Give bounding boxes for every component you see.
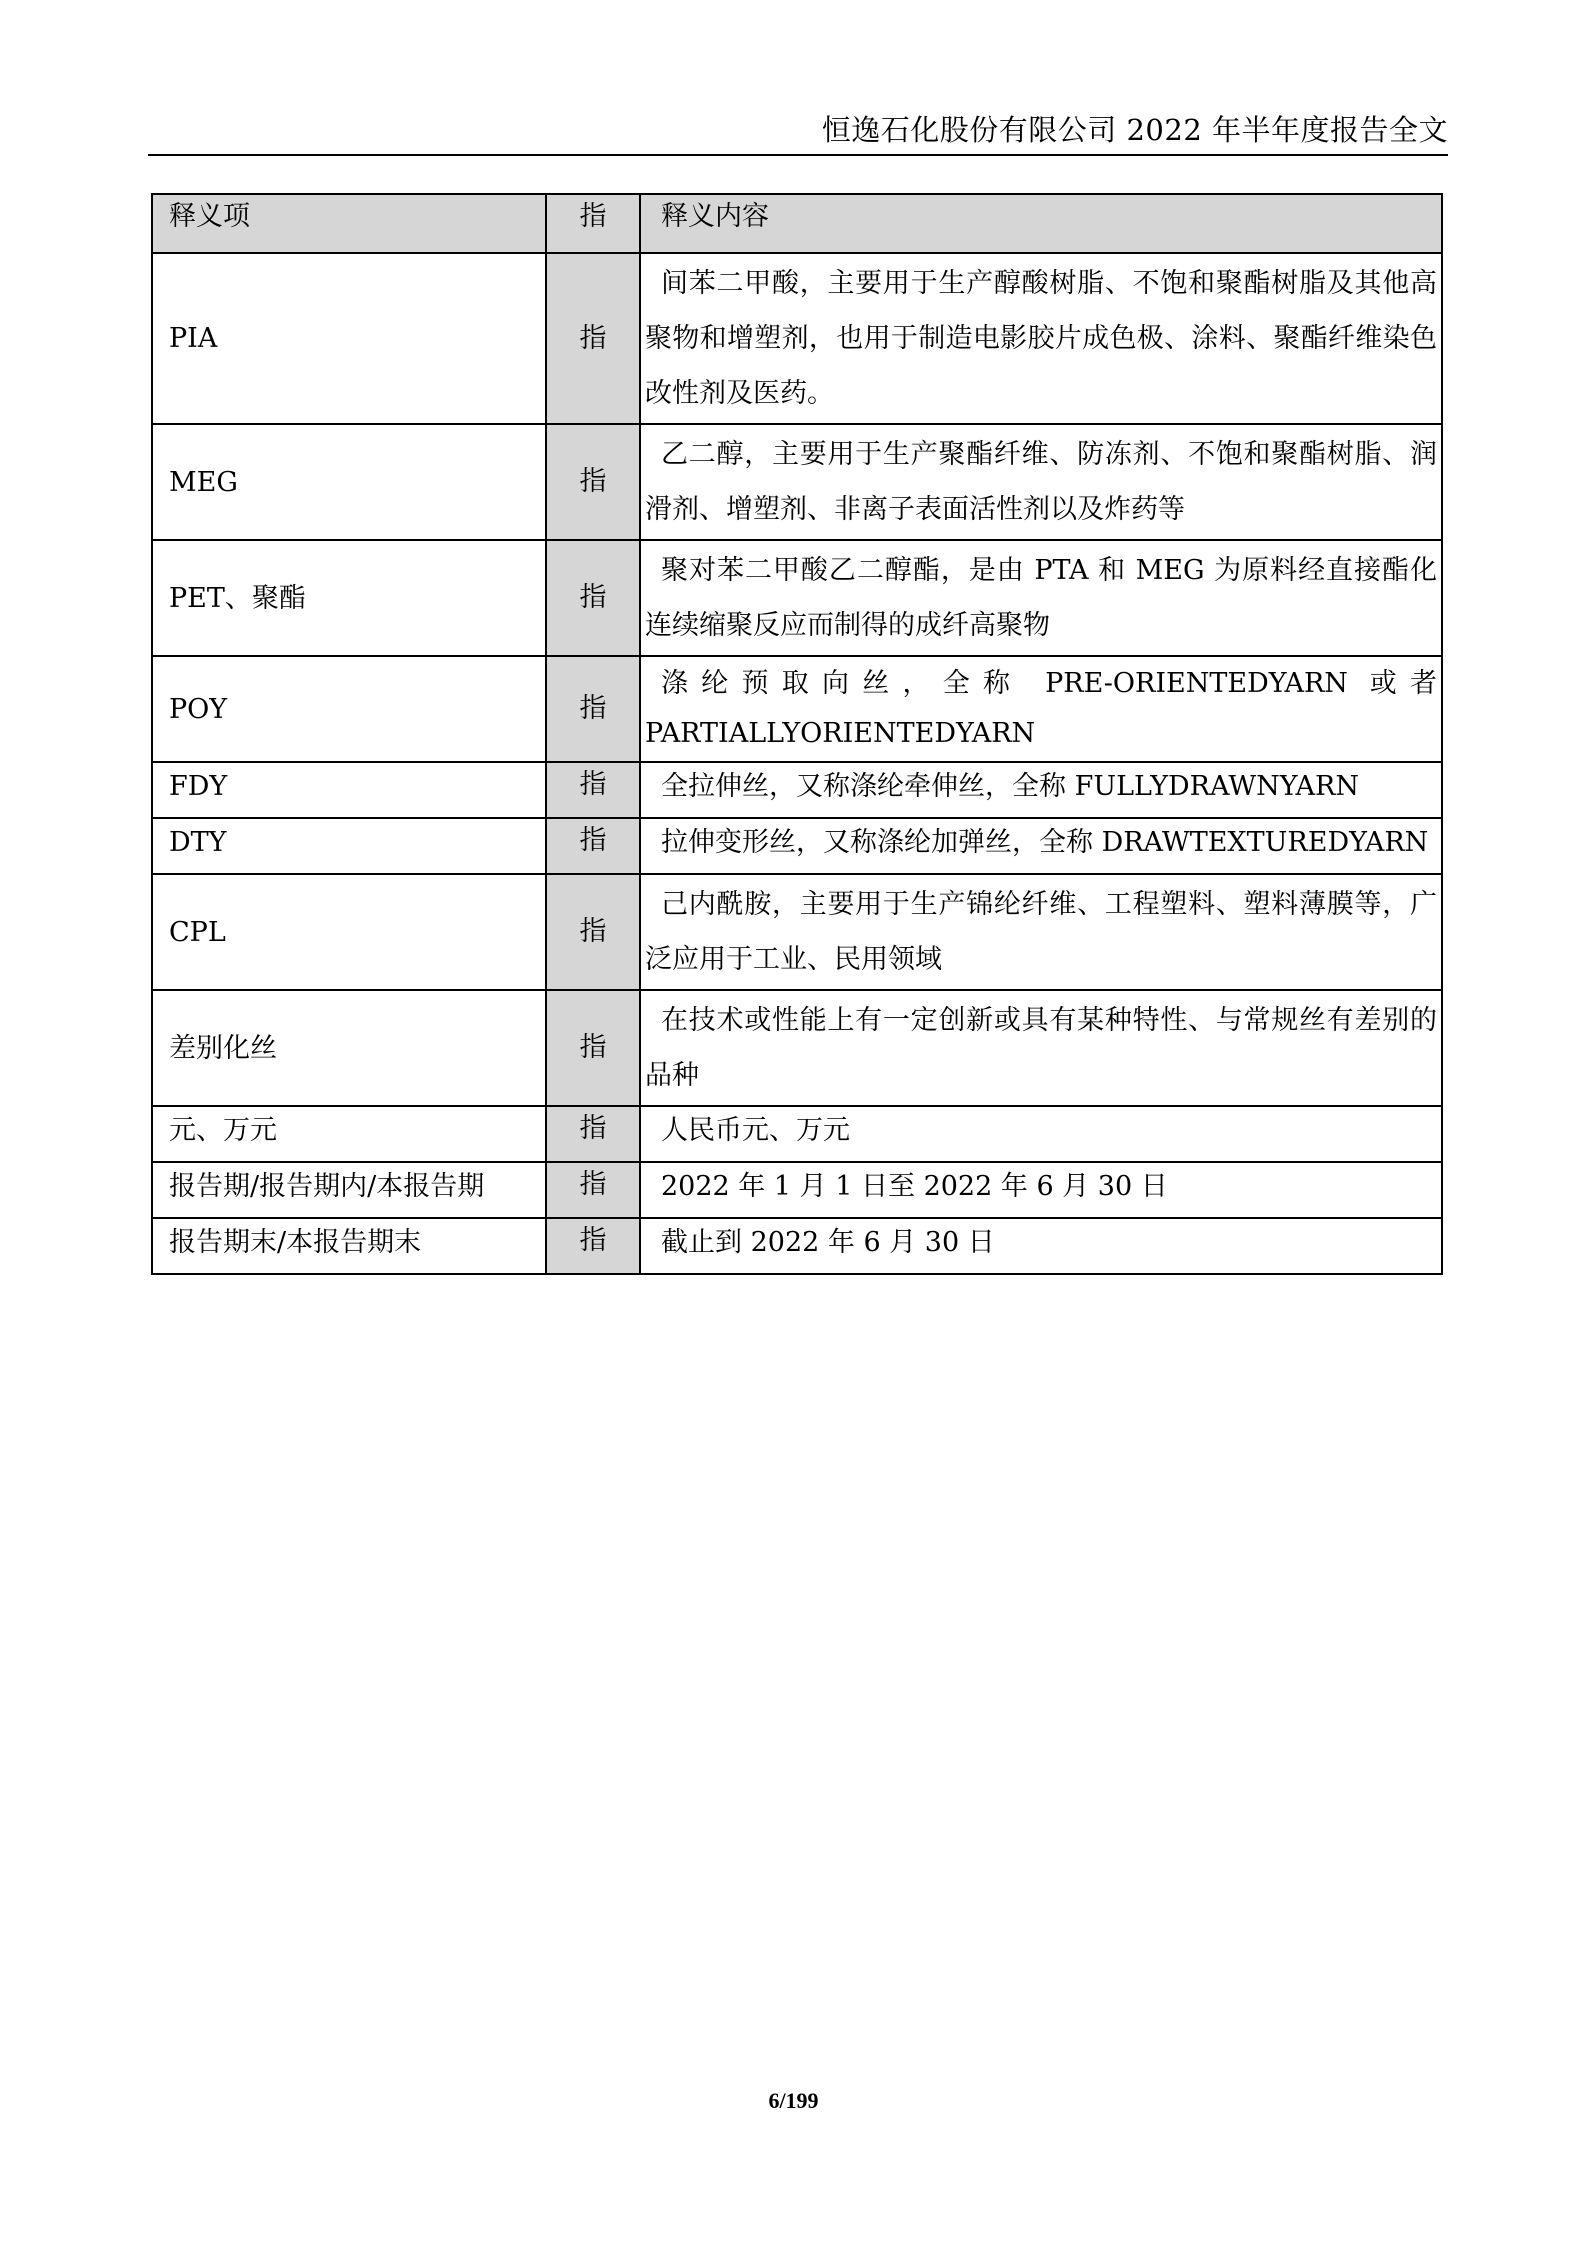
table-row bbox=[152, 540, 1442, 656]
column-header-term: 释义项 bbox=[152, 194, 546, 253]
report-title: 恒逸石化股份有限公司 2022 年半年度报告全文 bbox=[821, 113, 1448, 147]
refer-cell: 指 bbox=[546, 874, 640, 990]
term-cell: 差别化丝 bbox=[152, 990, 546, 1106]
table-row bbox=[152, 1106, 1442, 1162]
refer-cell: 指 bbox=[546, 1218, 640, 1274]
definition-cell: 己内酰胺，主要用于生产锦纶纤维、工程塑料、塑料薄膜等，广泛应用于工业、民用领域 bbox=[640, 874, 1442, 990]
glossary-table bbox=[151, 193, 1443, 1275]
table-row bbox=[152, 762, 1442, 818]
term-cell: MEG bbox=[152, 424, 546, 540]
term-cell: 元、万元 bbox=[152, 1106, 546, 1162]
table-row bbox=[152, 656, 1442, 762]
term-cell: 报告期/报告期内/本报告期 bbox=[152, 1162, 546, 1218]
term-cell: CPL bbox=[152, 874, 546, 990]
refer-cell: 指 bbox=[546, 990, 640, 1106]
definition-cell: 涤纶预取向丝，全称 PRE-ORIENTEDYARN 或者 PARTIALLYORIENTEDYARN bbox=[640, 656, 1442, 762]
refer-cell: 指 bbox=[546, 1106, 640, 1162]
term-cell: PIA bbox=[152, 253, 546, 424]
term-cell: POY bbox=[152, 656, 546, 762]
refer-cell: 指 bbox=[546, 1162, 640, 1218]
term-cell: DTY bbox=[152, 818, 546, 874]
page-header bbox=[148, 108, 1448, 156]
column-header-refer: 指 bbox=[546, 194, 640, 253]
table-row bbox=[152, 990, 1442, 1106]
refer-cell: 指 bbox=[546, 424, 640, 540]
refer-cell: 指 bbox=[546, 818, 640, 874]
definition-cell: 间苯二甲酸，主要用于生产醇酸树脂、不饱和聚酯树脂及其他高聚物和增塑剂，也用于制造电影胶片成色极、涂料、聚酯纤维染色改性剂及医药。 bbox=[640, 253, 1442, 424]
column-header-definition: 释义内容 bbox=[640, 194, 1442, 253]
definition-cell: 截止到 2022 年 6 月 30 日 bbox=[640, 1218, 1442, 1274]
refer-cell: 指 bbox=[546, 540, 640, 656]
definition-cell: 2022 年 1 月 1 日至 2022 年 6 月 30 日 bbox=[640, 1162, 1442, 1218]
refer-cell: 指 bbox=[546, 656, 640, 762]
definition-cell: 在技术或性能上有一定创新或具有某种特性、与常规丝有差别的品种 bbox=[640, 990, 1442, 1106]
definition-cell: 全拉伸丝，又称涤纶牵伸丝，全称 FULLYDRAWNYARN bbox=[640, 762, 1442, 818]
definition-cell: 乙二醇，主要用于生产聚酯纤维、防冻剂、不饱和聚酯树脂、润滑剂、增塑剂、非离子表面活性剂以及炸药等 bbox=[640, 424, 1442, 540]
table-row bbox=[152, 1162, 1442, 1218]
table-header-row bbox=[152, 194, 1442, 253]
term-cell: PET、聚酯 bbox=[152, 540, 546, 656]
definition-cell: 拉伸变形丝，又称涤纶加弹丝，全称 DRAWTEXTUREDYARN bbox=[640, 818, 1442, 874]
table-row bbox=[152, 253, 1442, 424]
table-row bbox=[152, 818, 1442, 874]
table-row bbox=[152, 874, 1442, 990]
table-row bbox=[152, 1218, 1442, 1274]
definition-cell: 聚对苯二甲酸乙二醇酯，是由 PTA 和 MEG 为原料经直接酯化连续缩聚反应而制得的成纤高聚物 bbox=[640, 540, 1442, 656]
term-cell: 报告期末/本报告期末 bbox=[152, 1218, 546, 1274]
refer-cell: 指 bbox=[546, 253, 640, 424]
term-cell: FDY bbox=[152, 762, 546, 818]
table-row bbox=[152, 424, 1442, 540]
refer-cell: 指 bbox=[546, 762, 640, 818]
page-number: 6/199 bbox=[768, 2088, 819, 2113]
definition-cell: 人民币元、万元 bbox=[640, 1106, 1442, 1162]
